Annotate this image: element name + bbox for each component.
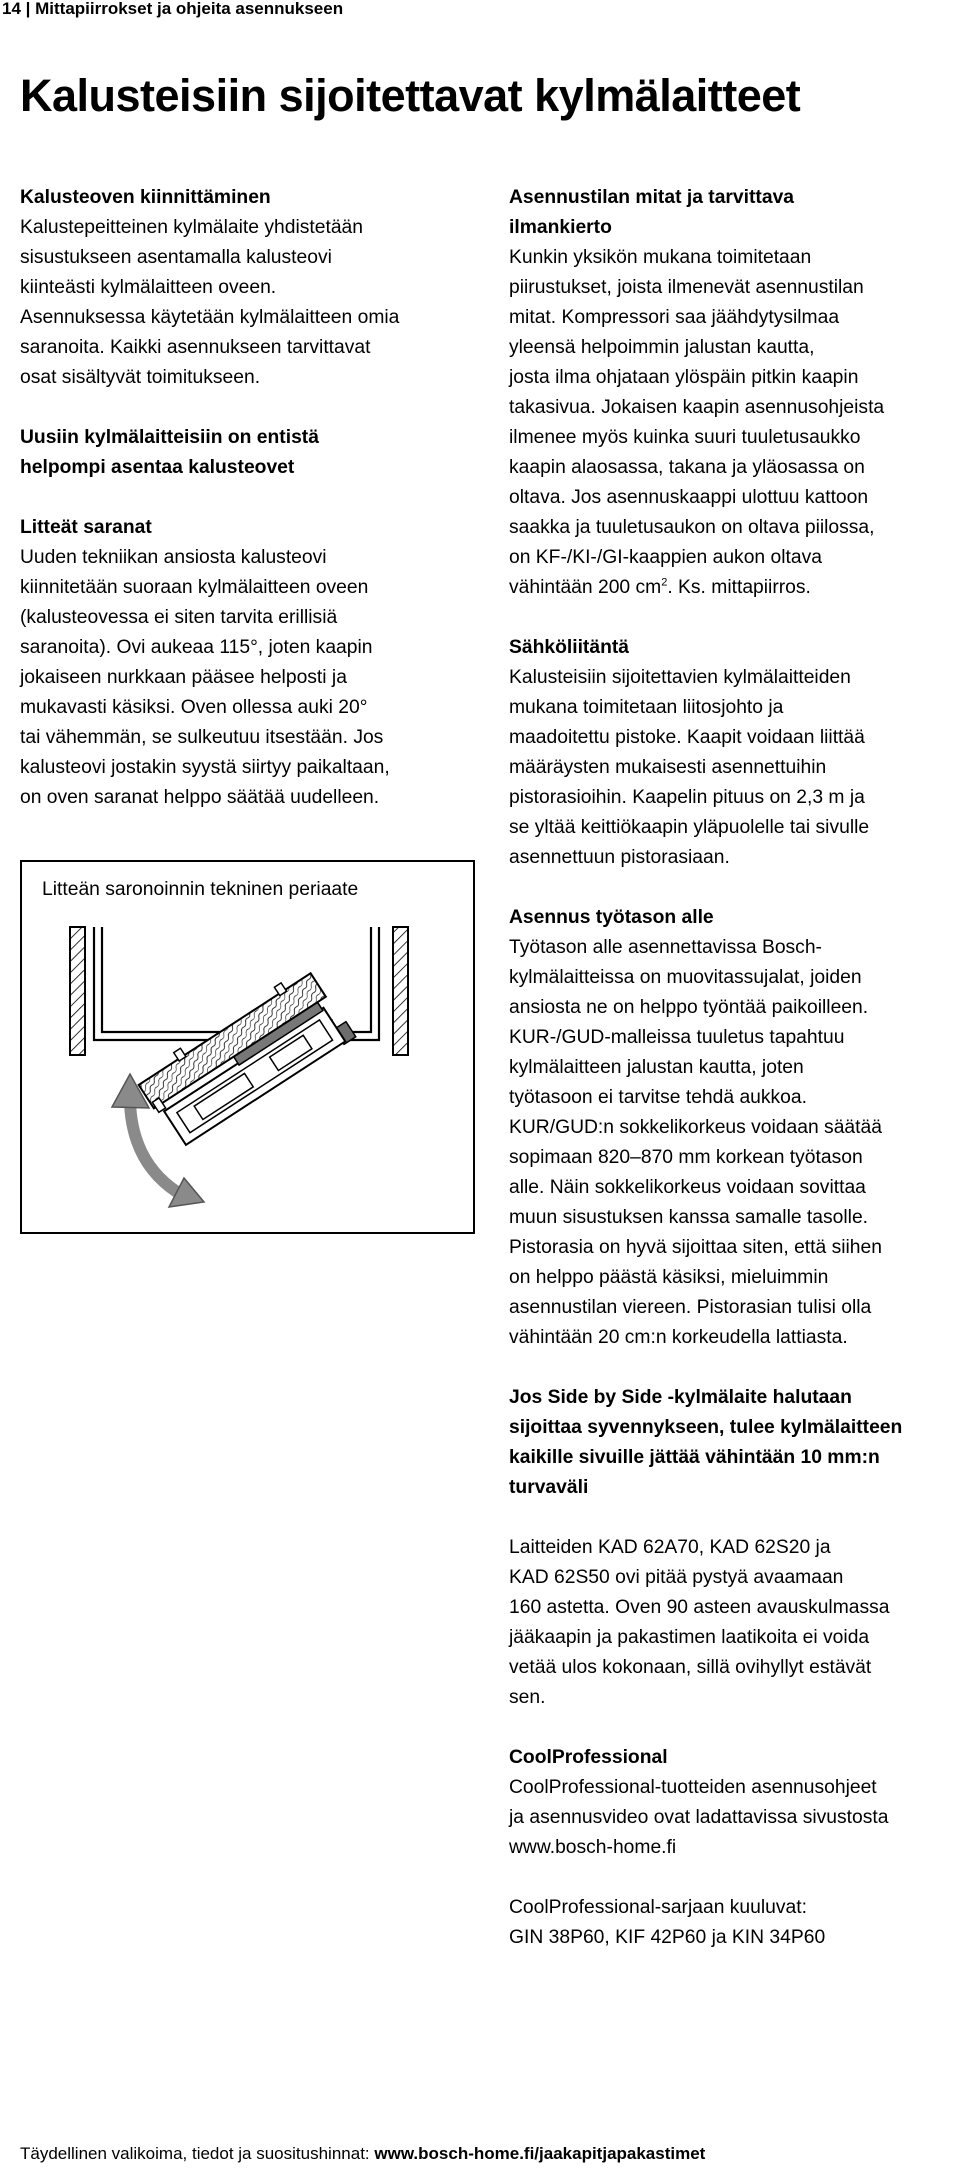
text-line: CoolProfessional-sarjaan kuuluvat: <box>509 1897 807 1918</box>
text-line: saranoita. Kaikki asennukseen tarvittavat <box>20 337 371 358</box>
superscript: 2 <box>661 576 668 589</box>
text-line: muun sisustuksen kanssa samalle tasolle. <box>509 1207 869 1228</box>
text-line: saakka ja tuuletusaukon on oltava piilossa, <box>509 517 875 538</box>
text-line: mukana toimitetaan liitosjohto ja <box>509 697 784 718</box>
easier-install-heading: helpompi asentaa kalusteovet <box>20 457 295 478</box>
text-line: GIN 38P60, KIF 42P60 ja KIN 34P60 <box>509 1927 826 1948</box>
text-line: Työtason alle asennettavissa Bosch- <box>509 937 822 958</box>
text-line: josta ilma ohjataan ylöspäin pitkin kaapin <box>509 367 859 388</box>
figure-caption: Litteän saronoinnin tekninen periaate <box>42 879 359 900</box>
text-line <box>509 573 954 603</box>
text-fragment: vähintään 200 cm <box>509 577 662 598</box>
text-line: CoolProfessional-tuotteiden asennusohjeet <box>509 1777 877 1798</box>
installation-space-title: ilmankierto <box>509 217 612 238</box>
text-line: (kalusteovessa ei siten tarvita erillisiä <box>20 607 338 628</box>
installation-space-title: Asennustilan mitat ja tarvittava <box>509 187 795 208</box>
text-line: mitat. Kompressori saa jäähdytysilmaa <box>509 307 840 328</box>
text-line: ilmenee myös kuinka suuri tuuletusaukko <box>509 427 861 448</box>
page-title: Kalusteisiin sijoitettavat kylmälaitteet <box>20 70 801 121</box>
cabinet-wall-right <box>393 927 408 1055</box>
text-line: yleensä helpoimmin jalustan kautta, <box>509 337 815 358</box>
text-line: asennustilan viereen. Pistorasian tulisi olla <box>509 1297 872 1318</box>
text-line: alle. Näin sokkelikorkeus voidaan sovittaa <box>509 1177 866 1198</box>
text-line: vetää ulos kokonaan, sillä ovihyllyt estävät <box>509 1657 872 1678</box>
text-line: sopimaan 820–870 mm korkean työtason <box>509 1147 863 1168</box>
text-line: mukavasti käsiksi. Oven ollessa auki 20° <box>20 697 368 718</box>
easier-install-heading: Uusiin kylmälaitteisiin on entistä <box>20 427 319 448</box>
text-line: asennettuun pistorasiaan. <box>509 847 730 868</box>
side-by-side-heading: kaikille sivuille jättää vähintään 10 mm:n <box>509 1447 880 1468</box>
text-line: kiinteästi kylmälaitteen oveen. <box>20 277 277 298</box>
page-header: 14 | Mittapiirrokset ja ohjeita asennukseen <box>2 0 344 18</box>
text-line: kylmälaitteissa on muovitassujalat, joiden <box>509 967 862 988</box>
text-line: Asennuksessa käytetään kylmälaitteen omia <box>20 307 400 328</box>
text-line: Kalusteisiin sijoitettavien kylmälaitteiden <box>509 667 851 688</box>
side-by-side-heading: turvaväli <box>509 1477 589 1498</box>
text-line: kalusteovi jostakin syystä siirtyy paikaltaan, <box>20 757 390 778</box>
text-line: sisustukseen asentamalla kalusteovi <box>20 247 332 268</box>
footer-text: Täydellinen valikoima, tiedot ja suositushinnat: <box>20 2144 375 2163</box>
left-column <box>20 183 475 813</box>
text-line: Kunkin yksikön mukana toimitetaan <box>509 247 812 268</box>
hinge-section-title: Kalusteoven kiinnittäminen <box>20 187 271 208</box>
text-line: jääkaapin ja pakastimen laatikoita ei voida <box>509 1627 870 1648</box>
text-line: jokaiseen nurkkaan pääsee helposti ja <box>20 667 347 688</box>
open-door <box>134 967 352 1149</box>
text-line: se yltää keittiökaapin yläpuolelle tai sivulle <box>509 817 870 838</box>
text-line: tai vähemmän, se sulkeutuu itsestään. Jos <box>20 727 384 748</box>
text-line: Uuden tekniikan ansiosta kalusteovi <box>20 547 327 568</box>
text-line: Laitteiden KAD 62A70, KAD 62S20 ja <box>509 1537 831 1558</box>
text-line: kylmälaitteen jalustan kautta, joten <box>509 1057 804 1078</box>
text-line: työtasoon ei tarvitse tehdä aukkoa. <box>509 1087 807 1108</box>
under-counter-title: Asennus työtason alle <box>509 907 714 928</box>
text-line: ja asennusvideo ovat ladattavissa sivustosta <box>509 1807 889 1828</box>
text-line: saranoita). Ovi aukeaa 115°, joten kaapin <box>20 637 373 658</box>
side-by-side-heading: Jos Side by Side -kylmälaite halutaan <box>509 1387 852 1408</box>
text-line: kiinnitetään suoraan kylmälaitteen oveen <box>20 577 369 598</box>
text-fragment: . Ks. mittapiirros. <box>667 577 811 598</box>
hinge-diagram <box>22 862 473 1232</box>
text-line: on helppo päästä käsiksi, mieluimmin <box>509 1267 829 1288</box>
website-link[interactable]: www.bosch-home.fi <box>509 1837 677 1858</box>
cabinet-wall-left <box>70 927 85 1055</box>
hinge-diagram-box <box>20 860 475 1234</box>
text-line: oltava. Jos asennuskaappi ulottuu kattoon <box>509 487 869 508</box>
text-line: KUR/GUD:n sokkelikorkeus voidaan säätää <box>509 1117 882 1138</box>
side-by-side-heading: sijoittaa syvennykseen, tulee kylmälaitteen <box>509 1417 903 1438</box>
page-footer <box>20 2143 705 2165</box>
text-line: on KF-/KI-/GI-kaappien aukon oltava <box>509 547 822 568</box>
text-line: Kalustepeitteinen kylmälaite yhdistetään <box>20 217 363 238</box>
text-line: pistorasioihin. Kaapelin pituus on 2,3 m ja <box>509 787 865 808</box>
right-column <box>509 183 954 1953</box>
text-line: kaapin alaosassa, takana ja yläosassa on <box>509 457 865 478</box>
text-line: piirustukset, joista ilmenevät asennustilan <box>509 277 864 298</box>
electrical-title: Sähköliitäntä <box>509 637 629 658</box>
text-line: KAD 62S50 ovi pitää pystyä avaamaan <box>509 1567 844 1588</box>
text-line: on oven saranat helppo säätää uudelleen. <box>20 787 380 808</box>
footer-link[interactable]: www.bosch-home.fi/jaakapitjapakastimet <box>374 2144 706 2163</box>
text-line: ansiosta ne on helppo työntää paikoilleen. <box>509 997 869 1018</box>
text-line: 160 astetta. Oven 90 asteen avauskulmassa <box>509 1597 890 1618</box>
text-line: osat sisältyvät toimitukseen. <box>20 367 261 388</box>
coolprofessional-title: CoolProfessional <box>509 1747 668 1768</box>
text-line: vähintään 20 cm:n korkeudella lattiasta. <box>509 1327 848 1348</box>
text-line: maadoitettu pistoke. Kaapit voidaan liittää <box>509 727 865 748</box>
flat-hinges-title: Litteät saranat <box>20 517 152 538</box>
text-line: sen. <box>509 1687 546 1708</box>
text-line: KUR-/GUD-malleissa tuuletus tapahtuu <box>509 1027 845 1048</box>
text-line: määräysten mukaisesti asennettuihin <box>509 757 827 778</box>
text-line: Pistorasia on hyvä sijoittaa siten, että siihen <box>509 1237 882 1258</box>
text-line: takasivua. Jokaisen kaapin asennusohjeista <box>509 397 885 418</box>
